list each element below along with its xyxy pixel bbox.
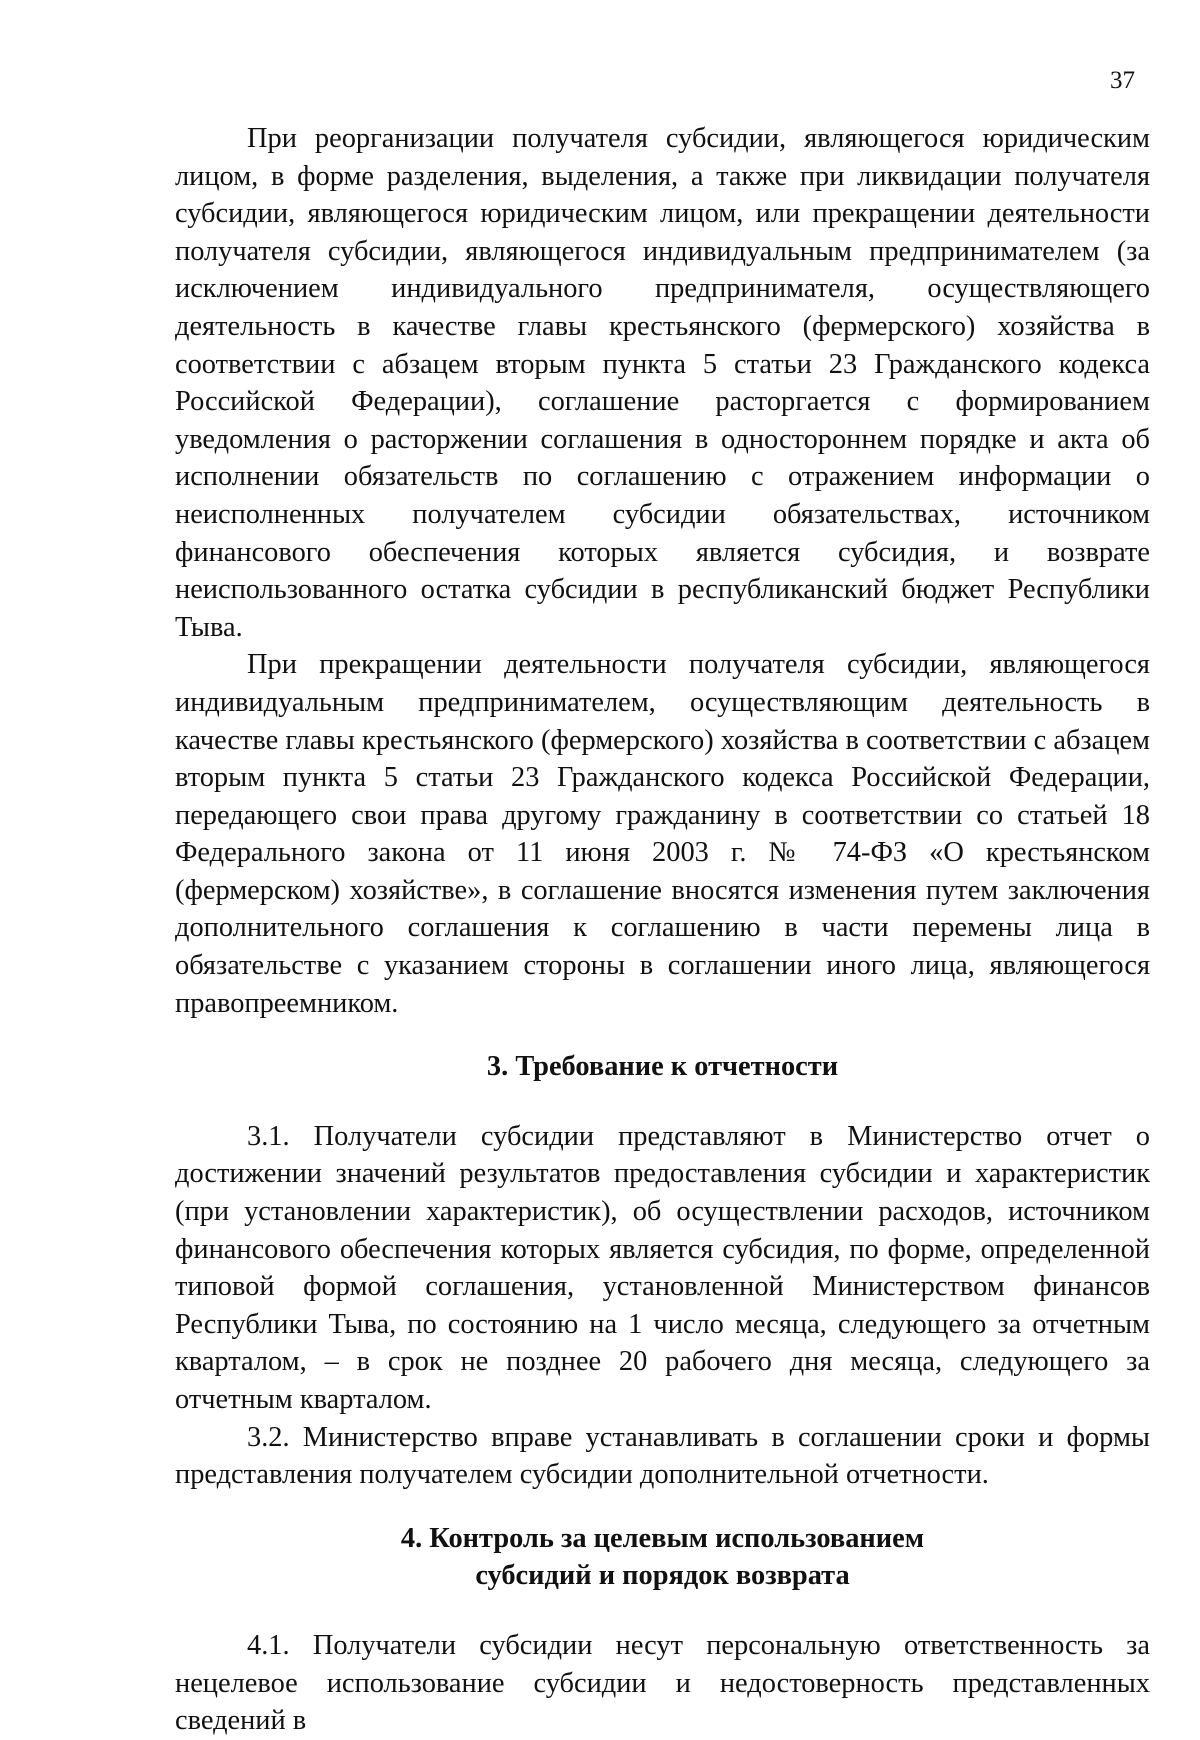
paragraph-reorganization: При реорганизации получателя субсидии, являющегося юридическим лицом, в форме разделения, выделения, а также при ликвидации получателя субсидии, являющегося юридическим лицом, или прекращении деятельности получателя субсидии, являющегося индивидуальным предпринимателем (за исключением индивидуального предпринимателя, осуществляющего деятельность в качестве главы крестьянского (фермерского) хозяйства в соответствии с абзацем вторым пункта 5 статьи 23 Гражданского кодекса Российской Федерации), соглашение расторгается с формированием уведомления о расторжении соглашения в одностороннем порядке и акта об исполнении обязательств по соглашению с отражением информации о неисполненных получателем субсидии обязательствах, источником финансового обеспечения которых является субсидия, и возврате неиспользованного остатка субсидии в республиканский бюджет Республики Тыва. [175,123,1150,643]
document-body [175,120,1150,1740]
paragraph-4-1: 4.1. Получатели субсидии несут персональную ответственность за нецелевое использование субсидии и недостоверность представленных сведений в [175,1629,1150,1737]
section-3-heading-text: 3. Требование к отчетности [486,1051,839,1083]
section-4-heading-line-1: 4. Контроль за целевым использованием [400,1522,925,1554]
section-4-heading-line-2: субсидий и порядок возврата [475,1560,850,1592]
section-4-heading [175,1520,1150,1595]
paragraph-3-1: 3.1. Получатели субсидии представляют в Министерство отчет о достижении значений результатов предоставления субсидии и характеристик (при установлении характеристик), об осуществлении расходов, источником финансового обеспечения которых является субсидия, по форме, определенной типовой формой соглашения, установленной Министерством финансов Республики Тыва, по состоянию на 1 число месяца, следующего за отчетным кварталом, – в срок не позднее 20 рабочего дня месяца, следующего за отчетным кварталом. [175,1120,1150,1415]
page-number: 37 [1110,67,1135,94]
section-3-heading [175,1048,1150,1086]
paragraph-3-2: 3.2. Министерство вправе устанавливать в соглашении сроки и формы представления получателем субсидии дополнительной отчетности. [175,1421,1150,1491]
paragraph-termination: При прекращении деятельности получателя субсидии, являющегося индивидуальным предпринимателем, осуществляющим деятельность в качестве главы крестьянского (фермерского) хозяйства в соответствии с абзацем вторым пункта 5 статьи 23 Гражданского кодекса Российской Федерации, передающего свои права другому гражданину в соответствии со статьей 18 Федерального закона от 11 июня 2003 г. № 74-ФЗ «О крестьянском (фермерском) хозяйстве», в соглашение вносятся изменения путем заключения дополнительного соглашения к соглашению в части перемены лица в обязательстве с указанием стороны в соглашении иного лица, являющегося правопреемником. [175,649,1150,1019]
